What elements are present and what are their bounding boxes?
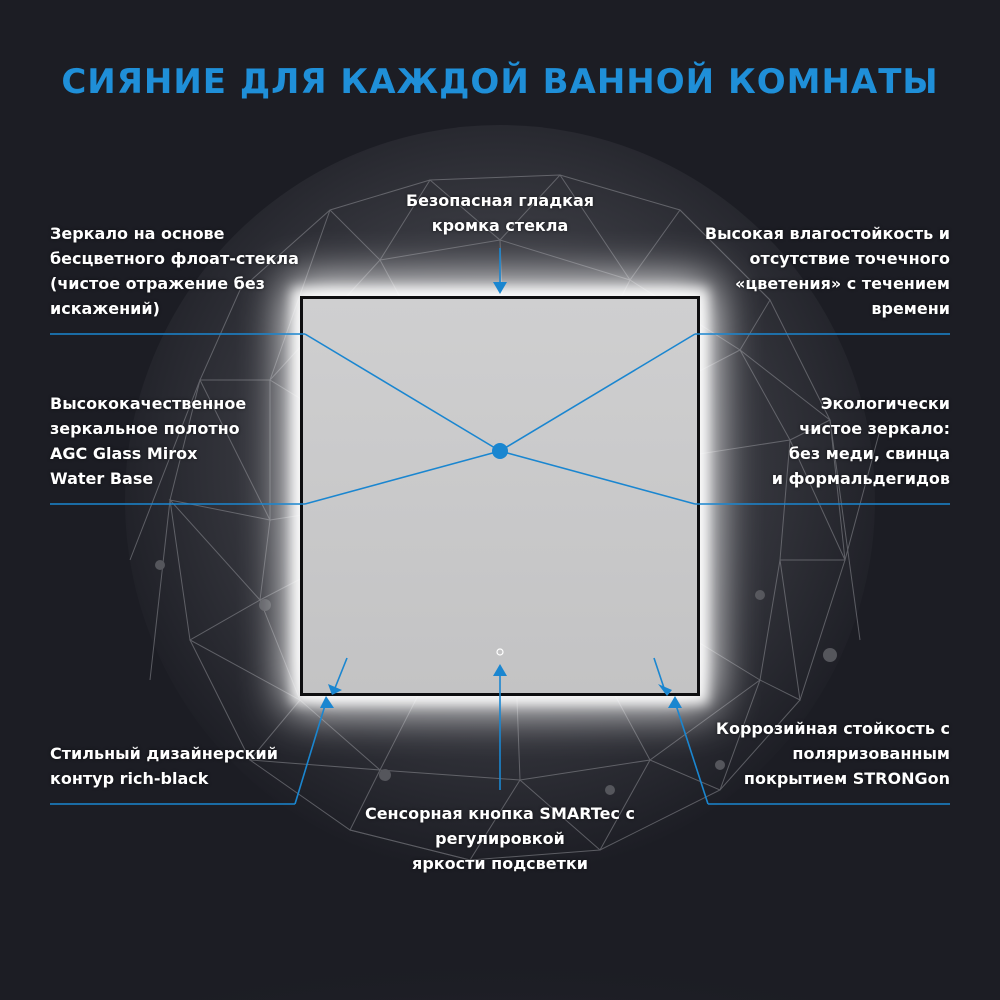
callout-rich-black-frame: Стильный дизайнерский контур rich-black	[50, 744, 278, 788]
callout-eco-mirror: Экологически чистое зеркало: без меди, свинца и формальдегидов	[771, 394, 950, 488]
callout-touch-button: Сенсорная кнопка SMARTec с регулировкой яркости подсветки	[364, 804, 636, 873]
callout-float-glass: Зеркало на основе бесцветного флоат-стекла (чистое отражение без искажений)	[50, 224, 299, 318]
callout-corrosion-resistance: Коррозийная стойкость с поляризованным покрытием STRONGon	[715, 719, 950, 788]
callout-mirror-sheet: Высококачественное зеркальное полотно AGC Glass Mirox Water Base	[50, 394, 247, 488]
callout-moisture-resistance: Высокая влагостойкость и отсутствие точечного «цветения» с течением времени	[704, 224, 950, 318]
page-title: СИЯНИЕ ДЛЯ КАЖДОЙ ВАННОЙ КОМНАТЫ	[61, 62, 939, 102]
mirror-center-point	[492, 443, 508, 459]
mirror-glass	[303, 299, 697, 693]
callout-safe-edge: Безопасная гладкая кромка стекла	[405, 191, 595, 235]
